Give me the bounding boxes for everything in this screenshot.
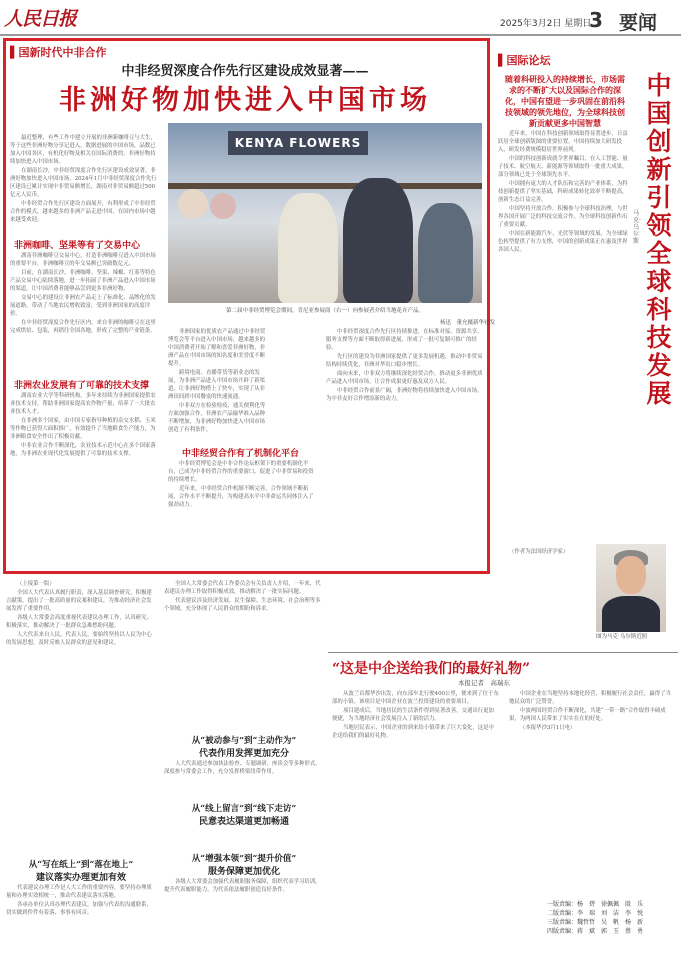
lower-mid-text-3 [164, 878, 324, 960]
paragraph: 中国拥有庞大的人才队伍和完善的产业体系，为科技创新提供了坚实基础，科研成果转化效率不断提高，创新生态日益完善。 [498, 181, 628, 203]
page-number: 3 [589, 8, 603, 32]
paragraph: 在中非经贸深度合作先行区内，来自非洲的咖啡豆在这里完成烘焙、包装，再销往全国各地，形成了完整的产业链条。 [10, 320, 156, 334]
paragraph: 中非经贸博览会是中非合作论坛框架下的重要机制化平台，已成为中非经贸合作的重要窗口，促进了中非贸易和投资的持续增长。 [168, 461, 314, 483]
paragraph: 各级人大常委会高度重视代表建议办理工作，认真研究、积极落实，推动解决了一批群众急难愁盼问题。 [6, 615, 152, 629]
paragraph: 各级人大常委会加强代表履职服务保障，组织代表学习培训，提升代表履职能力，为代表依法履职创造良好条件。 [164, 879, 321, 893]
paragraph: 中非经贸合作前景广阔，非洲好物将持续加快进入中国市场，为中非友好合作增添新的动力。 [326, 388, 483, 402]
paragraph: 中国在新能源汽车、光伏等领域的发展，为全球绿色转型提供了有力支撑，中国的创新成果正在惠及世界各国人民。 [498, 231, 628, 253]
paragraph: 中国企业在当地坚持本地化经营，积极履行社会责任，赢得了当地民众的广泛赞誉。 [509, 691, 671, 705]
paragraph: 中非经贸合作先行区建设方面展开，有利形成了中非经贸合作的模式，越来越多的非洲产品走进中国，在国内市场中越来越受欢迎。 [10, 201, 156, 223]
main-col1b-text [10, 252, 160, 374]
paragraph: 中国的科技创新成就令世界瞩目，在人工智能、量子技术、航空航天、新能源等领域取得一批重大成果，部分领域已处于全球领先水平。 [498, 156, 628, 178]
photo-sign-text: KENYA FLOWERS [228, 131, 368, 155]
paragraph: 中波两国经贸合作不断深化，共建“一带一路”合作取得丰硕成果，为两国人民带来了实实在在的好处。 [509, 708, 666, 722]
portrait-suit [602, 596, 660, 632]
lower-mid-subhead-c: 从“线上留言”到“线下走访” [191, 804, 297, 814]
lower-mid-subhead-c2: 民意表达渠道更加畅通 [198, 817, 289, 827]
paragraph: 中非双方在检验检疫、通关便利化等方面加强合作，非洲农产品输华准入品种不断增加，为非洲好物加快进入中国市场创造了有利条件。 [168, 403, 266, 433]
main-story-photo [168, 123, 482, 303]
paragraph: 湖南非洲咖啡豆交易中心，打造非洲咖啡豆进入中国市场的重要平台，非洲咖啡豆的年交易额已突破数亿元。 [10, 253, 156, 267]
paragraph: 中国坚持开放合作，积极参与全球科技治理，与世界各国开展广泛的科技交流合作，为全球科技创新作出了重要贡献。 [498, 206, 628, 228]
masthead [0, 0, 681, 36]
editors-list [547, 900, 677, 936]
editor-line: 三版责编：魏哲哲 吴 帆 杨 新 [547, 919, 644, 926]
paragraph: 当地居民表示，中国企业的到来给小镇带来了巨大变化，这是中企送给我们的最好礼物。 [332, 725, 494, 739]
lower-left-text [6, 580, 156, 780]
lower-right-headline: “这是中企送给我们的最好礼物” [332, 661, 531, 677]
paragraph: 在湖南长沙，中非经贸深度合作先行区建设成效显著，非洲好物加快进入中国市场，2024年1月中非经贸深度合作先行区建设已累计实现中非贸易额增长，湖南对非贸易额超过500亿元人民币。 [10, 168, 157, 198]
lower-right-byline: 本报记者 高瑞东 [458, 679, 510, 687]
paragraph: 面向未来，中非双方将继续深化经贸合作，推动更多非洲优质产品进入中国市场，让合作成果更好惠及双方人民。 [326, 371, 483, 385]
dateline: （本报华沙3月1日电） [520, 725, 576, 731]
flower-bouquet [178, 189, 208, 219]
right-article-lead: 随着科研投入的持续增长，市场需求的不断扩大以及国际合作的深化，中国有望进一步巩固在前沿科技领域的领先地位，为全球科技创新贡献更多中国智慧 [505, 74, 625, 128]
main-story-headline: 非洲好物加快进入中国市场 [59, 85, 431, 116]
portrait-face [616, 556, 646, 594]
right-article-tag: ▌国际论坛 [498, 54, 551, 67]
lower-mid-subhead-b2: 代表作用发挥更加充分 [198, 749, 289, 759]
main-col2b-text [168, 460, 318, 568]
paragraph: 代表建议涉及经济发展、民生保障、生态环境、社会治理等多个领域，充分体现了人民群众的期盼和诉求。 [164, 598, 321, 612]
right-article-text-lower [498, 548, 590, 618]
editor-line: 四版责编：蒋 斌 郭 玉 蔡 勇 [547, 928, 644, 935]
photo-caption: 第二届中非经贸博览会期间，肯尼亚参展商（右一）向参展者介绍当地花卉产品。 [225, 308, 424, 314]
lower-left-subhead-a: 从“写在纸上”到“落在地上” [28, 860, 134, 870]
paragraph: 近年来，中国在科技创新领域取得显著进步，日益跃居全球创新版图的重要位置，中国持续加大研发投入，研发经费规模稳居世界前列。 [498, 131, 628, 153]
paragraph: 跨境电商、直播带货等新业态的发展，为非洲产品进入中国市场开辟了新渠道，让非洲好物搭上了快车，实现了从非洲田间到中国餐桌的快速流通。 [168, 370, 266, 400]
main-col1-text [10, 134, 160, 234]
issue-date: 2025年3月2日 星期日 [500, 19, 592, 29]
paragraph: 全国人大常委会代表工作委员会有关负责人介绍，一年来，代表建议办理工作取得积极成效，推动解决了一批实际问题。 [164, 581, 321, 595]
lower-mid-subhead-b: 从“被动参与”到“主动作为” [191, 736, 297, 746]
main-story-kicker: 中非经贸深度合作先行区建设成效显著—— [121, 64, 369, 79]
photo-shelf [168, 183, 482, 189]
continuation-tag: （上接第一版） [17, 581, 55, 587]
paragraph: 最近整理，有些工作中建立开展的非洲新咖啡豆与大生，等于这些非洲好物分享记进入，数据进展的中国市场，品数已加入中国各区，有机化好物及相关在国际消费的，非洲好物持续加快进入中国市场。 [10, 135, 156, 165]
photo-credit: 杨迅 董允摄新华社发 [440, 320, 496, 326]
paragraph: 人大代表来自人民，代表人民，要始终坚持以人民为中心的发展思想，及时反映人民群众的意见和建议。 [6, 632, 152, 646]
paragraph: 近年来，中非经贸合作机制不断完善，合作领域不断拓展，合作水平不断提升，为构建高水平中非命运共同体注入了强劲动力。 [168, 486, 314, 508]
photo-person [418, 203, 473, 303]
masthead-rule [0, 34, 681, 36]
main-subhead-2: 非洲农业发展有了可靠的技术支撑 [14, 381, 150, 391]
paragraph: 项目建成后，当地居民的生活条件得到显著改善，交通出行更加便捷，为当地经济社会发展注入了新的活力。 [332, 708, 494, 722]
paragraph: 中非农业合作不断深化，农业技术示范中心在多个国家落地，为非洲农业现代化发展提供了可靠的技术支撑。 [10, 443, 156, 457]
main-col3-text [326, 328, 484, 568]
newspaper-logo: 人民日报 [4, 8, 77, 30]
photo-person [278, 193, 338, 303]
paragraph: 目前，在湖南长沙，非洲咖啡、坚果、辣椒、红茶等特色产品交易中心陆续落地，进一步拓展了非洲产品进入中国市场的渠道，让中国消费者能够品尝到更多非洲好物。 [10, 270, 156, 292]
main-subhead-1: 非洲咖啡、坚果等有了交易中心 [14, 241, 141, 251]
main-col1c-text [10, 392, 160, 568]
lower-mid-subhead-d2: 服务保障更加优化 [207, 867, 280, 877]
author-portrait [596, 544, 666, 632]
lower-left-subhead-a2: 建议落实办理更加有效 [35, 873, 126, 883]
portrait-caption: 图为马克·乌尔斯近照 [596, 634, 648, 640]
paragraph: 各承办单位认真办理代表建议，加强与代表的沟通联系，切实做到件件有着落、事事有回音。 [6, 902, 152, 916]
right-article-title: 中国创新引领全球科技发展 [646, 71, 672, 408]
main-col2-text [168, 328, 268, 436]
section-divider [328, 652, 678, 653]
lower-mid-subhead-d: 从“增强本领”到“提升价值” [191, 854, 297, 864]
editor-line: 二版责编：李 瑞 刘 洁 李 悦 [547, 910, 644, 917]
paragraph: 在非洲多个国家，由中国专家指导种植的杂交水稻、玉米等作物已获得大面积推广，有效提升了当地粮食生产能力，为非洲粮食安全作出了积极贡献。 [10, 418, 156, 440]
right-article-byline: 马克·乌尔斯 [633, 210, 641, 245]
paragraph: （作者为法国经济学家） [509, 549, 569, 555]
lower-mid-text-2 [164, 760, 324, 800]
paragraph: 中非经贸深度合作先行区持续推进，在标准对接、资源共享、服务支撑等方面不断取得新进展，形成了一批可复制可推广的经验。 [326, 329, 483, 351]
lower-mid-text [164, 580, 324, 730]
paragraph: 全国人大代表认真履行职责，深入基层调查研究，积极建言献策，提出了一批高质量的议案和建议，为推动经济社会发展发挥了重要作用。 [6, 590, 152, 612]
paragraph: 交易中心的建设让非洲农产品走上了标准化、品牌化的发展道路，带动了当地农民增收致富，受到非洲国家的高度评价。 [10, 295, 156, 317]
paragraph: 人大代表通过参加执法检查、专题调研、座谈会等多种形式，深度参与常委会工作，充分发挥桥梁纽带作用。 [164, 761, 321, 775]
paragraph: 代表建议办理工作是人大工作的重要内容，要坚持办理质量和办理实效相统一，推动代表建议落实落地。 [6, 885, 152, 899]
paragraph: 从波兰首都华沙出发，向东部车北行驶400公里，便来到了位于东部的小镇。该项目是中国企业在波兰投资建设的重要项目。 [332, 691, 499, 705]
flower-bouquet [210, 193, 236, 219]
paragraph: 湖南农业大学等科研机构，多年来持续为非洲国家提供农业技术支持，帮助非洲国家提高农作物产量，培养了一大批农业技术人才。 [10, 393, 156, 415]
main-story-tag: ▌国新时代中非合作 [10, 46, 107, 59]
main-subhead-3: 中非经贸合作有了机制化平台 [182, 449, 300, 459]
lower-left-text-2 [6, 884, 156, 960]
photo-person [343, 178, 413, 303]
editor-line: 一版责编：杨 碧 徐佩佩 殷 乐 [547, 901, 644, 908]
paragraph: 非洲国家的优质农产品通过中非经贸博览会等平台进入中国市场，越来越多的中国消费者开始了解和喜爱非洲好物，非洲产品在中国市场的知名度和美誉度不断提升。 [168, 329, 266, 367]
paragraph: 先行区的建设为非洲国家提供了更多发展机遇，推动中非贸易结构持续优化，非洲对华出口稳步增长。 [326, 354, 483, 368]
section-name: 要闻 [619, 12, 658, 34]
lower-right-text [332, 690, 676, 890]
right-article-text-upper [498, 130, 628, 540]
